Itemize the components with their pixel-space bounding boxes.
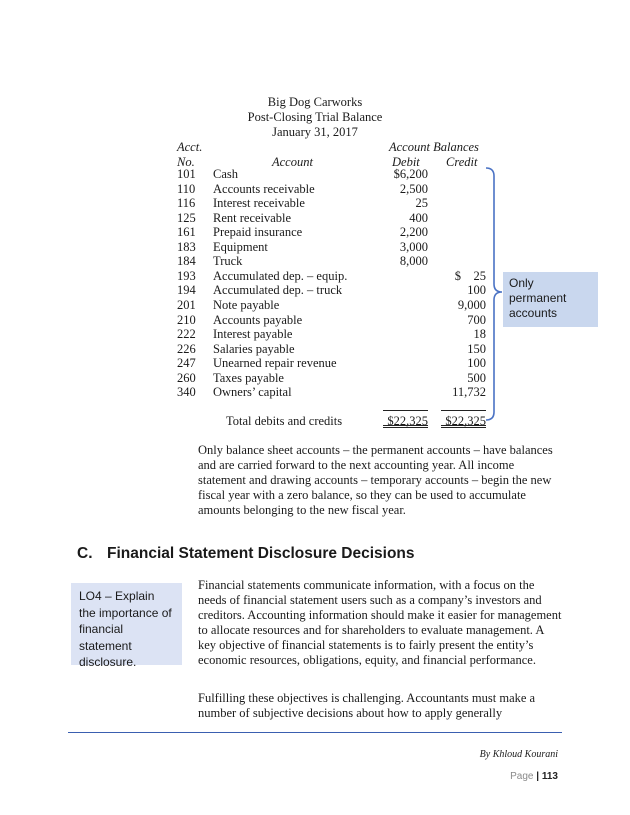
acct-number: 247 (177, 356, 196, 371)
account-name: Accounts payable (213, 312, 303, 327)
credit-amount: 9,000 (457, 297, 486, 312)
credit-amount: 11,732 (452, 385, 486, 400)
credit-total-double-rule (441, 425, 486, 428)
credit-amount: 700 (467, 312, 486, 327)
debit-amount: 3,000 (399, 239, 428, 254)
debit-header: Debit (392, 154, 420, 169)
acct-number: 210 (177, 312, 196, 327)
permanent-accounts-callout: Only permanent accounts (503, 272, 598, 327)
account-name: Accounts receivable (213, 181, 315, 196)
page-number (510, 771, 558, 782)
acct-header-top: Acct. (177, 140, 203, 154)
account-name: Accumulated dep. – truck (213, 283, 343, 298)
financial-statements-paragraph: Financial statements communicate information, with a focus on the needs of financial statement users such as a company’s investors and creditors. Accounting information should make it easier for management to allocate resources and for shareholders to evaluate management. A key objective of financial statements is to fairly present the entity’s economic resources, obligations, equity, and financial performance. (198, 578, 562, 667)
account-name: Truck (213, 254, 243, 269)
report-company-name: Big Dog Carworks (267, 95, 363, 109)
debit-amount: 400 (409, 210, 428, 225)
account-name: Owners’ capital (213, 385, 292, 400)
acct-number: 184 (177, 254, 196, 269)
credit-amount: $ 25 (454, 268, 486, 283)
page-separator: | (536, 771, 540, 782)
total-label: Total debits and credits (226, 414, 343, 428)
acct-number: 161 (177, 225, 196, 240)
acct-number: 201 (177, 297, 196, 312)
account-name: Prepaid insurance (213, 225, 303, 240)
footer-divider (68, 732, 562, 733)
acct-header-bottom: No. (177, 154, 195, 169)
account-name: Note payable (213, 297, 280, 312)
debit-amount: 8,000 (399, 254, 428, 269)
author-credit: By Khloud Kourani (479, 749, 558, 760)
acct-number: 116 (177, 196, 196, 211)
account-name: Equipment (213, 239, 268, 254)
credit-amount: 500 (467, 370, 486, 385)
credit-amount: 150 (467, 341, 486, 356)
objectives-paragraph: Fulfilling these objectives is challenging. Accountants must make a number of subjective decisions about how to apply generally (198, 691, 536, 720)
acct-number: 183 (177, 239, 196, 254)
acct-number: 193 (177, 268, 196, 283)
report-date: January 31, 2017 (272, 125, 358, 139)
account-name: Unearned repair revenue (213, 356, 337, 371)
account-header: Account (272, 154, 313, 169)
debit-amount: 2,200 (399, 225, 428, 240)
page-number-value: 113 (541, 771, 558, 782)
account-name: Accumulated dep. – equip. (213, 268, 348, 283)
acct-number: 222 (177, 327, 196, 342)
acct-number: 226 (177, 341, 196, 356)
acct-number: 101 (177, 167, 196, 181)
page-label: Page (510, 771, 534, 782)
section-letter: C. (77, 545, 93, 562)
report-title: Post-Closing Trial Balance (247, 110, 383, 124)
credit-amount: 100 (467, 356, 486, 371)
debit-amount: 2,500 (399, 181, 428, 196)
account-name: Interest payable (213, 327, 293, 342)
acct-number: 260 (177, 370, 196, 385)
balances-header: Account Balances (389, 140, 479, 154)
account-name: Cash (213, 167, 238, 181)
account-name: Salaries payable (213, 341, 295, 356)
account-name: Taxes payable (213, 370, 284, 385)
account-name: Rent receivable (213, 210, 292, 225)
section-title: Financial Statement Disclosure Decisions (107, 545, 415, 562)
total-credit: $22,325 (445, 414, 486, 428)
learning-objective-box: LO4 – Explain the importance of financial statement disclosure. (71, 583, 182, 665)
bracket-icon (484, 166, 504, 422)
credit-subtotal-rule (441, 410, 486, 411)
total-debit: $22,325 (387, 414, 428, 428)
debit-amount: $6,200 (393, 167, 428, 181)
acct-number: 194 (177, 283, 196, 298)
account-name: Interest receivable (213, 196, 305, 211)
credit-header: Credit (446, 154, 478, 169)
debit-amount: 25 (415, 196, 428, 211)
credit-amount: 18 (473, 327, 486, 342)
acct-number: 110 (177, 181, 196, 196)
credit-amount: 100 (467, 283, 486, 298)
section-heading (77, 545, 415, 563)
acct-number: 340 (177, 385, 196, 400)
permanent-accounts-paragraph: Only balance sheet accounts – the permanent accounts – have balances and are carried forward to the next accounting year. All income statement and drawing accounts – temporary accounts – begin the new fiscal year with a zero balance, so they can be used to accumulate amounts belonging to the new fiscal year. (198, 443, 553, 517)
debit-subtotal-rule (383, 410, 428, 411)
acct-number: 125 (177, 210, 196, 225)
debit-total-double-rule (383, 425, 428, 428)
